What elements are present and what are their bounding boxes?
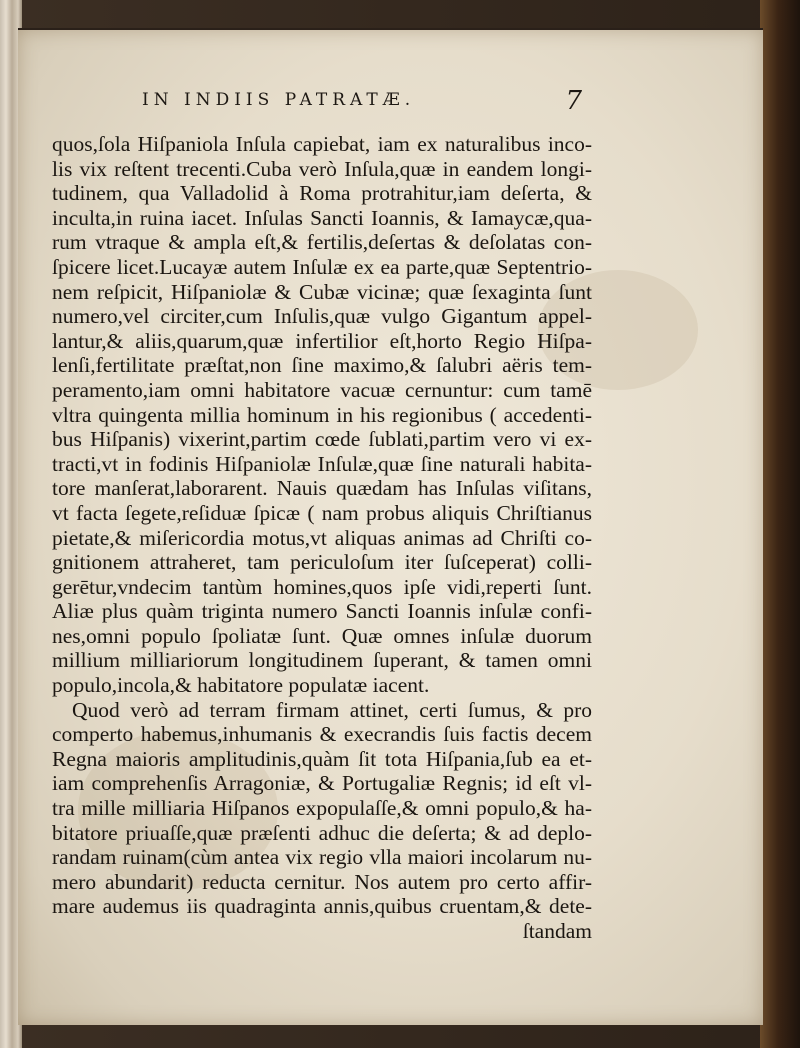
text-line: Regna maioris amplitudinis,quàm ſit tota Hiſpania,ſub ea et- — [52, 746, 592, 771]
text-line: gerētur,vndecim tantùm homines,quos ipſe vidi,reperti ſunt. — [52, 574, 592, 599]
text-line: mero abundarit) reducta cernitur. Nos autem pro certo affir- — [52, 869, 592, 894]
text-line: bitatore priuaſſe,quæ præſenti adhuc die deſerta; & ad deplo- — [52, 820, 592, 845]
text-line: iam comprehenſis Arragoniæ, & Portugaliæ Regnis; id eſt vl- — [52, 771, 592, 796]
text-line: bus Hiſpanis) vixerint,partim cœde ſublati,partim vero vi ex- — [52, 427, 592, 452]
text-line: rum vtraque & ampla eſt,& fertilis,deſertas & deſolatas con- — [52, 230, 592, 255]
page-header — [142, 86, 582, 120]
text-line: lantur,& aliis,quarum,quæ infertilior eſt,horto Regio Hiſpa- — [52, 328, 592, 353]
text-line: mare audemus iis quadraginta annis,quibus cruentam,& dete- — [52, 894, 592, 919]
body-text — [52, 132, 592, 944]
page-number: 7 — [565, 86, 582, 116]
text-line: populo,incola,& habitatore populatæ iacent. — [52, 673, 430, 698]
text-line: gnitionem attraheret, tam periculoſum iter ſuſceperat) colli- — [52, 550, 592, 575]
text-line: Aliæ plus quàm triginta numero Sancti Ioannis inſulæ confi- — [52, 599, 592, 624]
text-line: millium milliariorum longitudinem ſuperant, & tamen omni — [52, 648, 592, 673]
text-line: comperto habemus,inhumanis & execrandis ſuis factis decem — [52, 722, 592, 747]
text-line: vt facta ſegete,reſiduæ ſpicæ ( nam probus aliquis Chriſtianus — [52, 500, 592, 525]
text-line: ſpicere licet.Lucayæ autem Inſulæ ex ea parte,quæ Septentrio- — [52, 254, 592, 279]
text-line: nem reſpicit, Hiſpaniolæ & Cubæ vicinæ; quæ ſexaginta ſunt — [52, 279, 592, 304]
text-line: peramento,iam omni habitatore vacuæ cernuntur: cum tamē — [52, 377, 592, 402]
text-line: vltra quingenta millia hominum in his regionibus ( accedenti- — [52, 402, 592, 427]
text-line: numero,vel circiter,cum Inſulis,quæ vulgo Gigantum appel- — [52, 304, 592, 329]
text-line: tore manſerat,laborarent. Nauis quædam has Inſulas viſitans, — [52, 476, 592, 501]
text-line: quos,ſola Hiſpaniola Inſula capiebat, iam ex naturalibus inco- — [52, 132, 592, 156]
text-line: randam ruinam(cùm antea vix regio vlla maiori incolarum nu- — [52, 845, 592, 870]
text-line: pietate,& miſericordia motus,vt aliquas animas ad Chriſti co- — [52, 525, 592, 550]
book-cover-edge — [760, 0, 800, 1048]
running-head: IN INDIIS PATRATÆ. — [142, 90, 416, 110]
text-line: lenſi,fertilitate præſtat,non ſine maximo,& ſalubri aëris tem- — [52, 353, 592, 378]
text-line: tracti,vt in fodinis Hiſpaniolæ Inſulæ,quæ ſine naturali habita- — [52, 451, 592, 476]
text-line: nes,omni populo ſpoliatæ ſunt. Quæ omnes inſulæ duorum — [52, 623, 592, 648]
text-line: tra mille milliaria Hiſpanos expopulaſſe,& omni populo,& ha- — [52, 796, 592, 821]
text-line: lis vix reſtent trecenti.Cuba verò Inſula,quæ in eandem longi- — [52, 156, 592, 181]
text-line: inculta,in ruina iacet. Inſulas Sancti Ioannis, & Iamaycæ,qua- — [52, 205, 592, 230]
text-line: tudinem, qua Valladolid à Roma protrahitur,iam deſerta, & — [52, 181, 592, 206]
catchword: ſtandam — [522, 919, 592, 943]
text-line: Quod verò ad terram firmam attinet, certi ſumus, & pro — [72, 697, 592, 722]
